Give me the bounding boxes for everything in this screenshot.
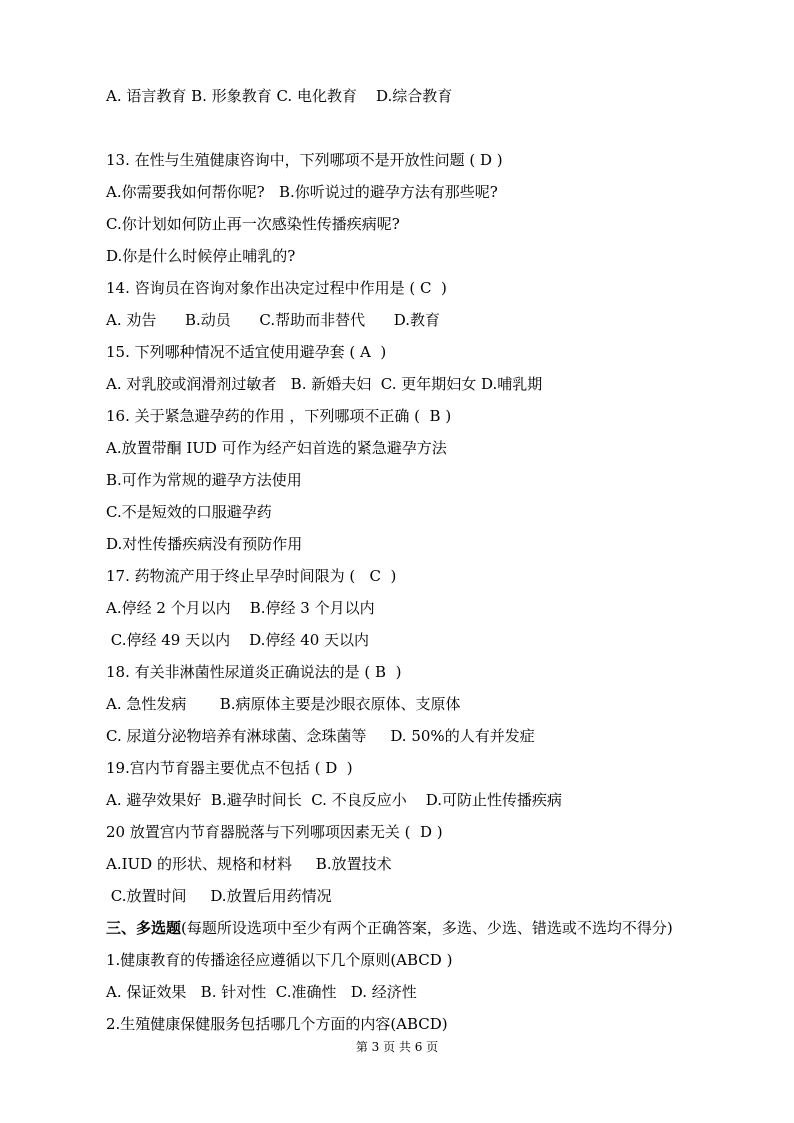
question-20: 20 放置宫内节育器脱落与下列哪项因素无关 ( D ) — [106, 823, 443, 841]
option-line-q17-ab: A.停经 2 个月以内 B.停经 3 个月以内 — [106, 599, 375, 617]
question-17: 17. 药物流产用于终止早孕时间限为 ( C ) — [106, 567, 397, 585]
option-line-q16-a: A.放置带酮 IUD 可作为经产妇首选的紧急避孕方法 — [106, 439, 447, 457]
section-title: 三、多选题 — [106, 919, 182, 937]
option-line-q17-cd: C.停经 49 天以内 D.停经 40 天以内 — [106, 631, 370, 649]
page-footer: 第 3 页 共 6 页 — [355, 1040, 439, 1054]
option-line-q16-b: B.可作为常规的避孕方法使用 — [106, 471, 302, 489]
mc-question-1: 1.健康教育的传播途径应遵循以下几个原则(ABCD ) — [106, 951, 453, 969]
question-18: 18. 有关非淋菌性尿道炎正确说法的是 ( B ) — [106, 663, 402, 681]
option-line-q13-ab: A.你需要我如何帮你呢? B.你听说过的避孕方法有那些呢? — [106, 183, 498, 201]
question-14: 14. 咨询员在咨询对象作出决定过程中作用是 ( C ) — [106, 279, 447, 297]
option-line-q13-c: C.你计划如何防止再一次感染性传播疾病呢? — [106, 215, 400, 233]
option-line-q18-cd: C. 尿道分泌物培养有淋球菌、念珠菌等 D. 50%的人有并发症 — [106, 727, 535, 745]
question-15: 15. 下列哪种情况不适宜使用避孕套 ( A ) — [106, 343, 387, 361]
option-line-mc1: A. 保证效果 B. 针对性 C.准确性 D. 经济性 — [106, 983, 417, 1001]
question-19: 19.宫内节育器主要优点不包括 ( D ) — [106, 759, 353, 777]
option-line-q13-d: D.你是什么时候停止哺乳的? — [106, 247, 296, 265]
option-line-q20-ab: A.IUD 的形状、规格和材料 B.放置技术 — [106, 855, 392, 873]
option-line-q14: A. 劝告 B.动员 C.帮助而非替代 D.教育 — [106, 311, 440, 329]
section-heading-multiple-choice — [106, 919, 673, 937]
option-line-q18-ab: A. 急性发病 B.病原体主要是沙眼衣原体、支原体 — [106, 695, 461, 713]
question-16: 16. 关于紧急避孕药的作用 ，下列哪项不正确 ( B ) — [106, 407, 452, 425]
option-line-q16-c: C.不是短效的口服避孕药 — [106, 503, 272, 521]
option-line-q15: A. 对乳胶或润滑剂过敏者 B. 新婚夫妇 C. 更年期妇女 D.哺乳期 — [106, 375, 543, 393]
option-line-q19: A. 避孕效果好 B.避孕时间长 C. 不良反应小 D.可防止性传播疾病 — [106, 791, 563, 809]
option-line-q16-d: D.对性传播疾病没有预防作用 — [106, 535, 303, 553]
question-13: 13. 在性与生殖健康咨询中，下列哪项不是开放性问题 ( D ) — [106, 151, 503, 169]
mc-question-2: 2.生殖健康保健服务包括哪几个方面的内容(ABCD) — [106, 1015, 448, 1033]
option-line-q12: A. 语言教育 B. 形象教育 C. 电化教育 D.综合教育 — [106, 87, 453, 105]
section-instructions: (每题所设选项中至少有两个正确答案，多选、少选、错选或不选均不得分) — [181, 919, 673, 937]
option-line-q20-cd: C.放置时间 D.放置后用药情况 — [106, 887, 332, 905]
